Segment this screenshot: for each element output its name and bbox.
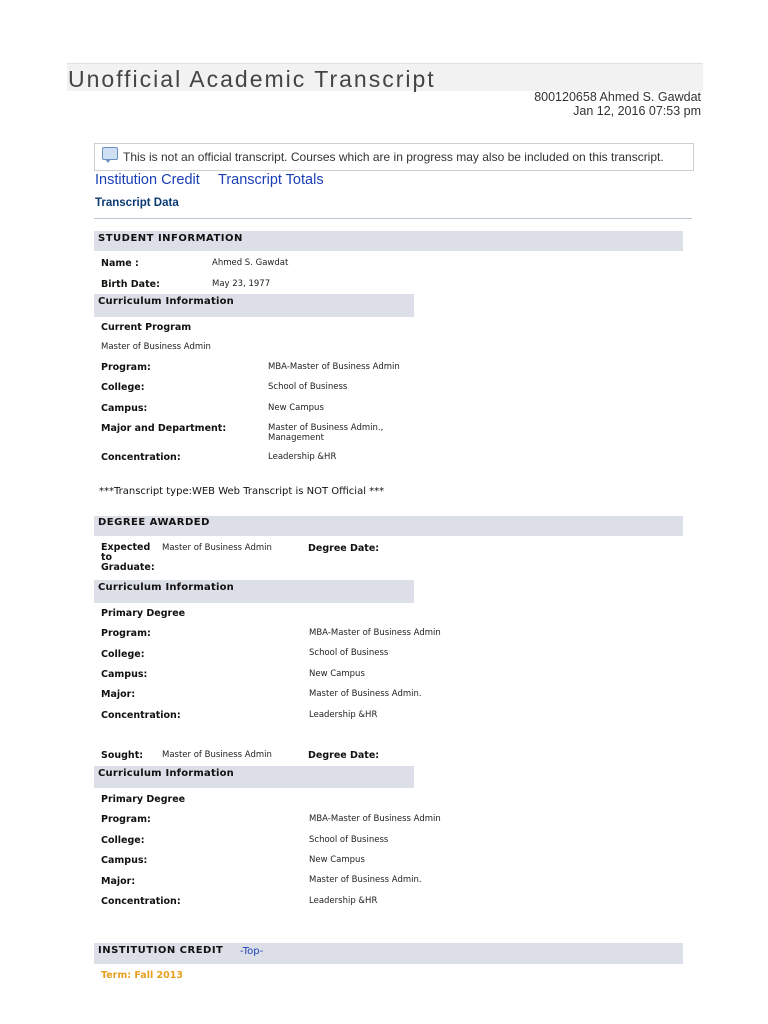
college-value: School of Business bbox=[268, 382, 348, 392]
expected-to-graduate-label: Expected to Graduate: bbox=[101, 542, 155, 573]
curriculum-information-heading: Curriculum Information bbox=[98, 296, 235, 307]
sought-value: Master of Business Admin bbox=[162, 750, 272, 760]
name-label: Name : bbox=[101, 258, 139, 269]
major-value: Master of Business Admin. bbox=[309, 875, 422, 885]
sought-label: Sought: bbox=[101, 750, 144, 761]
major-label: Major: bbox=[101, 689, 136, 700]
concentration-label: Concentration: bbox=[101, 896, 181, 907]
concentration-label: Concentration: bbox=[101, 452, 181, 463]
program-value: MBA-Master of Business Admin bbox=[268, 362, 400, 372]
college-value: School of Business bbox=[309, 648, 389, 658]
major-label: Major: bbox=[101, 876, 136, 887]
section-title: Transcript Data bbox=[95, 197, 179, 209]
college-label: College: bbox=[101, 382, 145, 393]
concentration-value: Leadership &HR bbox=[309, 896, 378, 906]
expected-to-graduate-value: Master of Business Admin bbox=[162, 543, 272, 553]
student-id-name: 800120658 Ahmed S. Gawdat bbox=[534, 90, 701, 104]
notice-text: This is not an official transcript. Courses which are in progress may also be included on this transcript. bbox=[123, 150, 664, 164]
divider bbox=[94, 218, 692, 219]
college-label: College: bbox=[101, 835, 145, 846]
college-value: School of Business bbox=[309, 835, 389, 845]
term-label: Term: Fall 2013 bbox=[101, 970, 183, 981]
program-label: Program: bbox=[101, 814, 151, 825]
campus-label: Campus: bbox=[101, 855, 148, 866]
birth-date-label: Birth Date: bbox=[101, 279, 160, 290]
degree-awarded-heading: DEGREE AWARDED bbox=[98, 517, 210, 528]
institution-credit-link[interactable]: Institution Credit bbox=[95, 172, 200, 188]
name-value: Ahmed S. Gawdat bbox=[212, 258, 289, 268]
current-program-value: Master of Business Admin bbox=[101, 342, 211, 352]
program-label: Program: bbox=[101, 628, 151, 639]
curriculum-information-heading: Curriculum Information bbox=[98, 768, 235, 779]
program-value: MBA-Master of Business Admin bbox=[309, 628, 441, 638]
comment-icon bbox=[102, 147, 118, 160]
primary-degree-label: Primary Degree bbox=[101, 608, 186, 619]
student-information-heading: STUDENT INFORMATION bbox=[98, 233, 243, 244]
major-department-label: Major and Department: bbox=[101, 423, 227, 434]
campus-label: Campus: bbox=[101, 403, 148, 414]
college-label: College: bbox=[101, 649, 145, 660]
primary-degree-label: Primary Degree bbox=[101, 794, 186, 805]
back-to-top-link[interactable]: -Top- bbox=[240, 946, 264, 957]
concentration-value: Leadership &HR bbox=[309, 710, 378, 720]
birth-date-value: May 23, 1977 bbox=[212, 279, 271, 289]
current-program-label: Current Program bbox=[101, 322, 192, 333]
major-department-value: Master of Business Admin., Management bbox=[268, 423, 384, 443]
campus-value: New Campus bbox=[309, 669, 365, 679]
program-label: Program: bbox=[101, 362, 151, 373]
transcript-type-note: ***Transcript type:WEB Web Transcript is NOT Official *** bbox=[99, 486, 385, 497]
curriculum-information-heading: Curriculum Information bbox=[98, 582, 235, 593]
concentration-value: Leadership &HR bbox=[268, 452, 337, 462]
page-title: Unofficial Academic Transcript bbox=[68, 66, 436, 92]
campus-value: New Campus bbox=[268, 403, 324, 413]
degree-date-label: Degree Date: bbox=[308, 543, 380, 554]
campus-value: New Campus bbox=[309, 855, 365, 865]
major-value: Master of Business Admin. bbox=[309, 689, 422, 699]
institution-credit-heading: INSTITUTION CREDIT bbox=[98, 945, 224, 956]
transcript-totals-link[interactable]: Transcript Totals bbox=[218, 172, 324, 188]
concentration-label: Concentration: bbox=[101, 710, 181, 721]
program-value: MBA-Master of Business Admin bbox=[309, 814, 441, 824]
campus-label: Campus: bbox=[101, 669, 148, 680]
timestamp: Jan 12, 2016 07:53 pm bbox=[573, 104, 701, 118]
degree-date-label: Degree Date: bbox=[308, 750, 380, 761]
